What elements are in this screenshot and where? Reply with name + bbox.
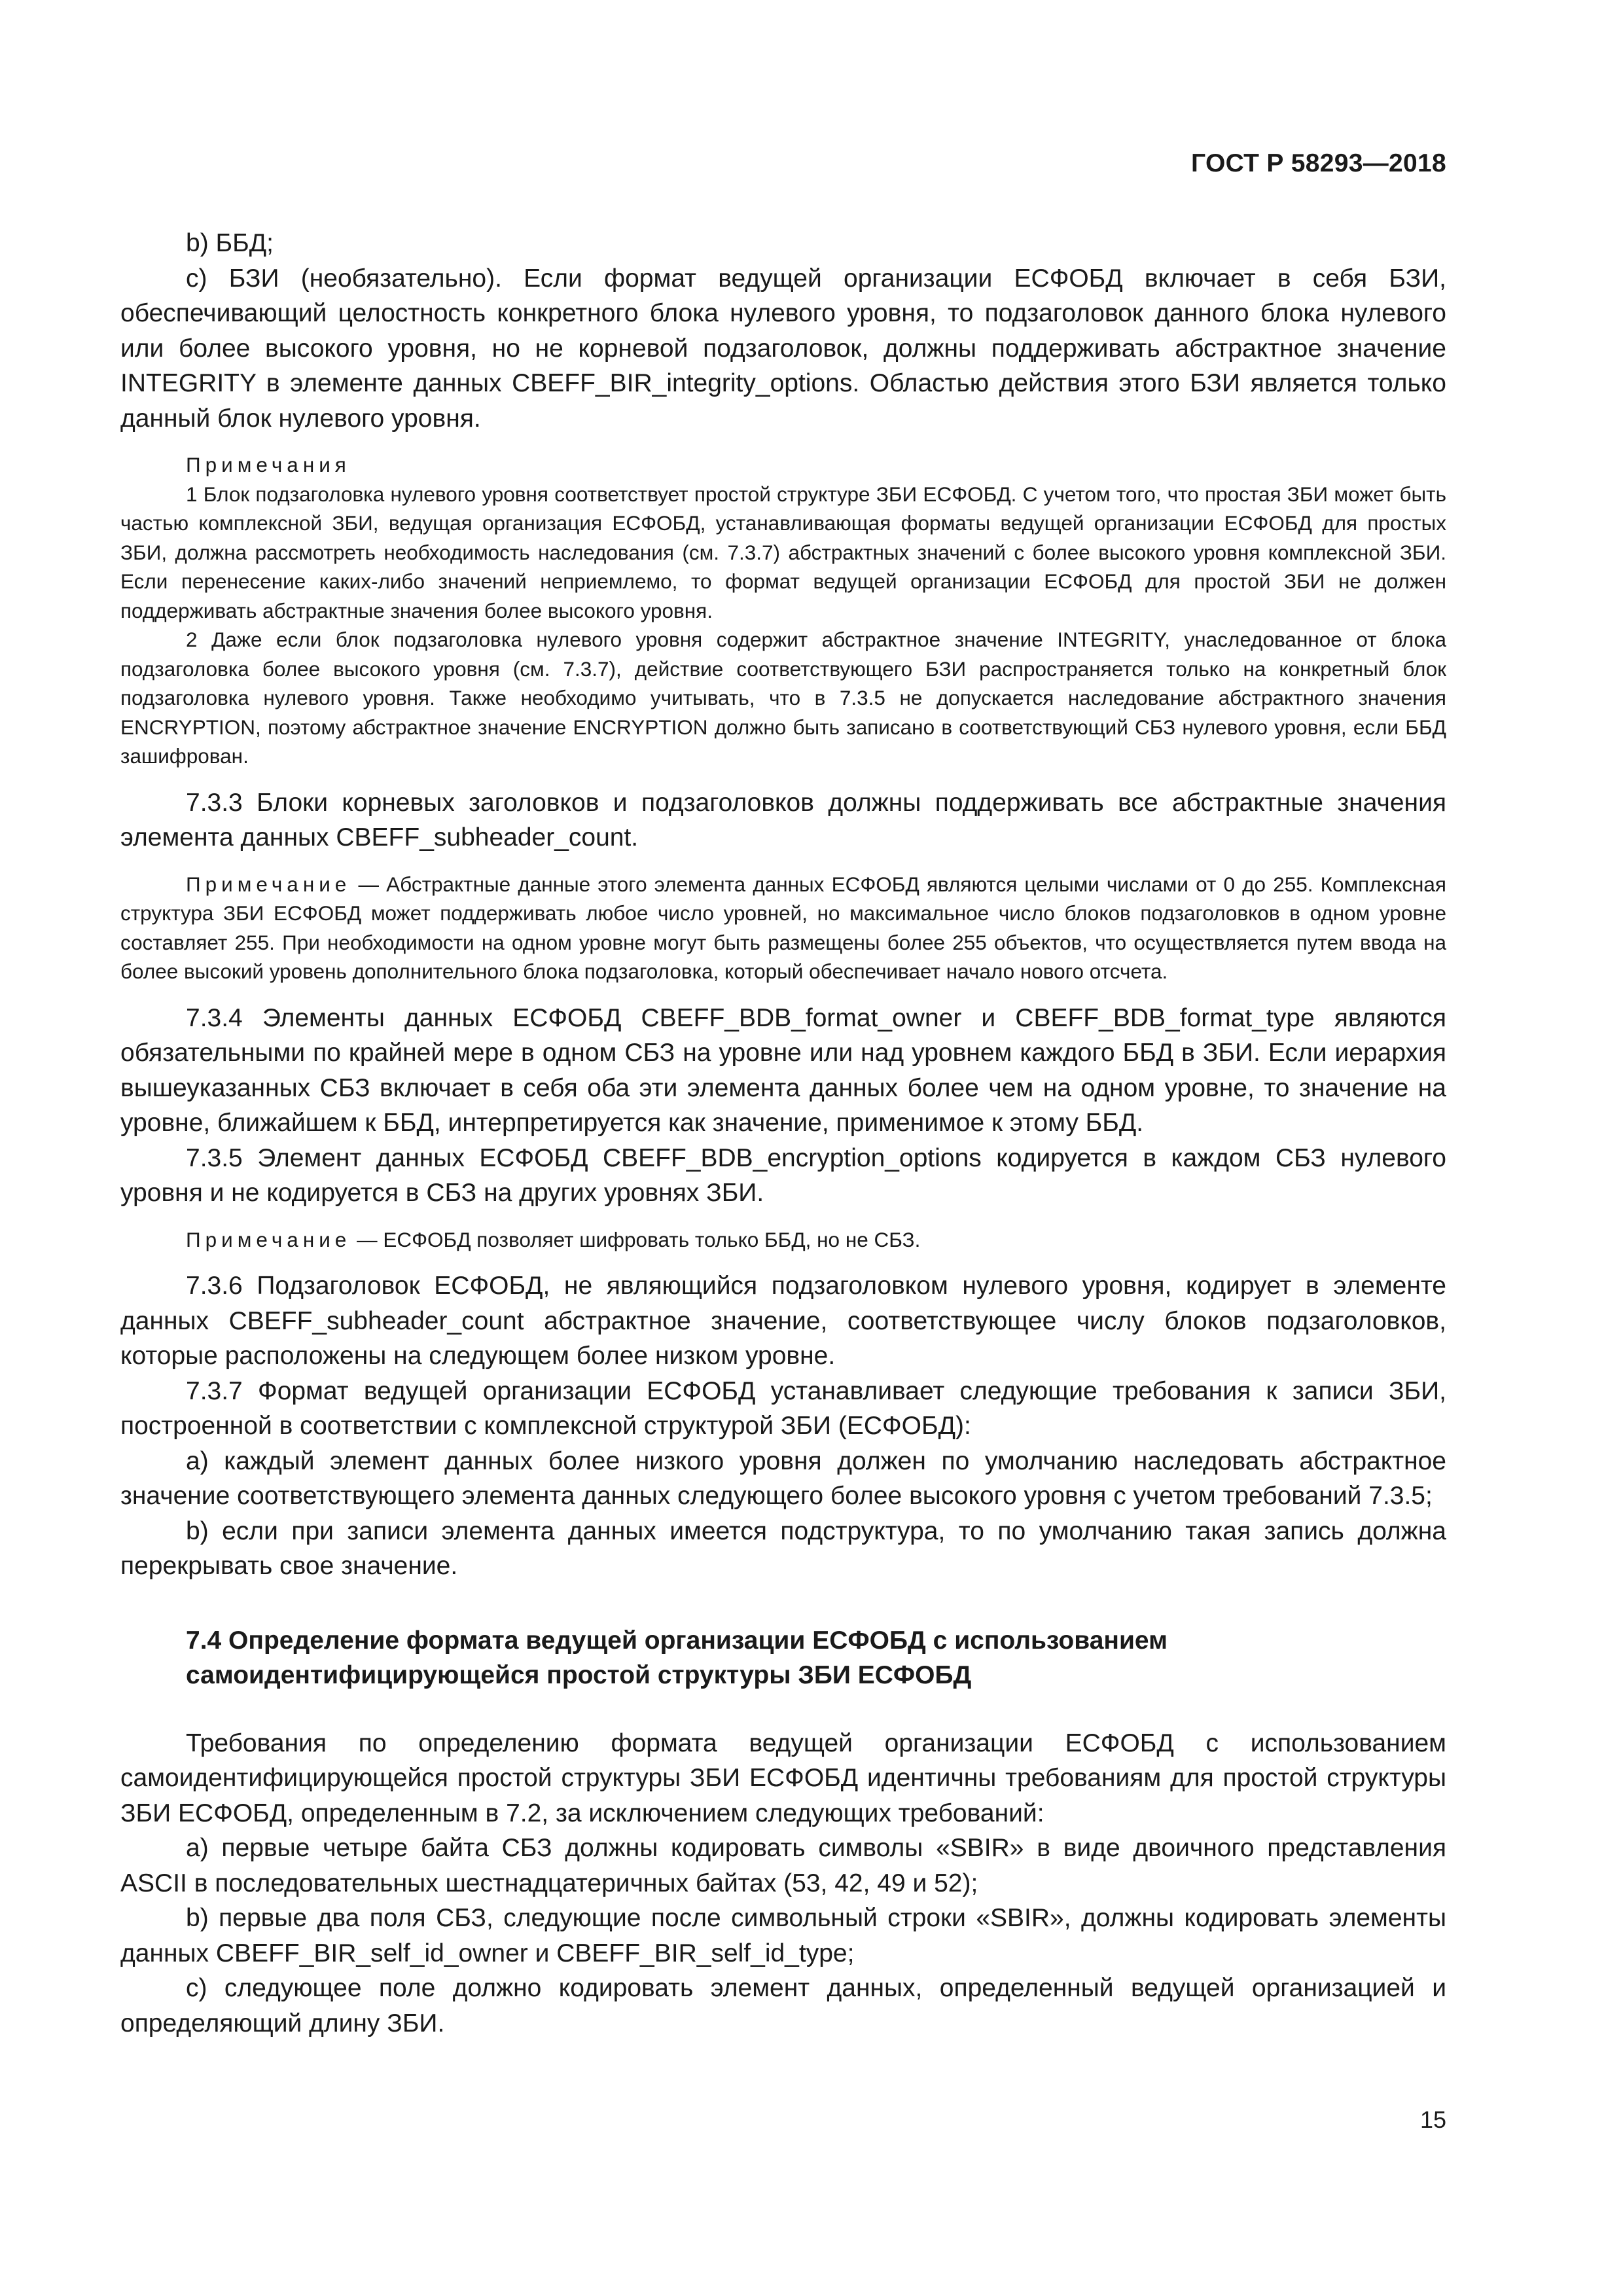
note-2: 2 Даже если блок подзаголовка нулевого уровня содержит абстрактное значение INTEGRITY, унаследованное от блока подзаголовка более высокого уровня (см. 7.3.7), действие соответствующего БЗИ распространяется только на конкретный блок подзаголовка нулевого уровня. Также необходимо учитывать, что в 7.3.5 не допускается наследование абстрактного значения ENCRYPTION, поэтому абстрактное значение ENCRYPTION должно быть записано в соответствующий СБЗ нулевого уровня, если ББД зашифрован. xyxy=(120,628,1446,768)
section-7-4-item-a: a) первые четыре байта СБЗ должны кодировать символы «SBIR» в виде двоичного представления ASCII в последовательных шестнадцатеричных байтах (53, 42, 49 и 52); xyxy=(120,1834,1446,1897)
section-7-4-item-b: b) первые два поля СБЗ, следующие после символьный строки «SBIR», должны кодировать элементы данных CBEFF_BIR_self_id_owner и CBEFF_BIR_self_id_type; xyxy=(120,1904,1446,1967)
list-item-b: b) ББД; xyxy=(186,229,274,257)
note-7-3-5 xyxy=(120,1225,1446,1255)
clause-7-3-5: 7.3.5 Элемент данных ЕСФОБД CBEFF_BDB_encryption_options кодируется в каждом СБЗ нулевого уровня и не кодируется в СБЗ на других уровнях ЗБИ. xyxy=(120,1143,1446,1207)
note-label: Примечание xyxy=(186,872,351,896)
section-heading-7-4: 7.4 Определение формата ведущей организации ЕСФОБД с использованием самоидентифицирующейся простой структуры ЗБИ ЕСФОБД xyxy=(186,1626,1168,1689)
note-text: — ЕСФОБД позволяет шифровать только ББД, но не СБЗ. xyxy=(351,1227,921,1251)
page-number: 15 xyxy=(1419,2106,1446,2133)
note-label: Примечание xyxy=(186,1227,351,1251)
clause-7-3-7: 7.3.7 Формат ведущей организации ЕСФОБД устанавливает следующие требования к записи ЗБИ, построенной в соответствии с комплексной структурой ЗБИ (ЕСФОБД): xyxy=(120,1376,1446,1440)
clause-7-3-7-b: b) если при записи элемента данных имеется подструктура, то по умолчанию такая запись должна перекрывать свое значение. xyxy=(120,1516,1446,1580)
clause-7-3-6: 7.3.6 Подзаголовок ЕСФОБД, не являющийся подзаголовком нулевого уровня, кодирует в элементе данных CBEFF_subheader_count абстрактное значение, соответствующее числу блоков подзаголовков, которые расположены на следующем более низком уровне. xyxy=(120,1272,1446,1370)
notes-heading: Примечания xyxy=(186,453,351,476)
clause-7-3-4: 7.3.4 Элементы данных ЕСФОБД CBEFF_BDB_format_owner и CBEFF_BDB_format_type являются обязательными по крайней мере в одном СБЗ на уровне или над уровнем каждого ББД в ЗБИ. Если иерархия вышеуказанных СБЗ включает в себя оба эти элемента данных более чем на одном уровне, то значение на уровне, ближайшем к ББД, интерпретируется как значение, применимое к этому ББД. xyxy=(120,1003,1446,1137)
note-7-3-3 xyxy=(120,870,1446,986)
section-7-4-item-c: c) следующее поле должно кодировать элемент данных, определенный ведущей организацией и определяющий длину ЗБИ. xyxy=(120,1974,1446,2037)
note-text: — Абстрактные данные этого элемента данных ЕСФОБД являются целыми числами от 0 до 255. Комплексная структура ЗБИ ЕСФОБД может поддерживать любое число уровней, но максимальное число блоков подзаголовков в одном уровне составляет 255. При необходимости на одном уровне могут быть размещены более 255 объектов, что осуществляется путем ввода на более высокий уровень дополнительного блока подзаголовка, который обеспечивает начало нового отсчета. xyxy=(120,872,1446,983)
list-item-c: c) БЗИ (необязательно). Если формат ведущей организации ЕСФОБД включает в себя БЗИ, обеспечивающий целостность конкретного блока нулевого уровня, то подзаголовок данного блока нулевого или более высокого уровня, но не корневой подзаголовок, должны поддерживать абстрактное значение INTEGRITY в элементе данных CBEFF_BIR_integrity_options. Областью действия этого БЗИ является только данный блок нулевого уровня. xyxy=(120,264,1446,433)
note-1: 1 Блок подзаголовка нулевого уровня соответствует простой структуре ЗБИ ЕСФОБД. С учетом того, что простая ЗБИ может быть частью комплексной ЗБИ, ведущая организация ЕСФОБД, устанавливающая форматы ведущей организации ЕСФОБД для простых ЗБИ, должна рассмотреть необходимость наследования (см. 7.3.7) абстрактных значений с более высокого уровня комплексной ЗБИ. Если перенесение каких-либо значений неприемлемо, то формат ведущей организации ЕСФОБД для простой ЗБИ не должен поддерживать абстрактные значения более высокого уровня. xyxy=(120,482,1446,622)
page-body xyxy=(120,226,1446,2041)
clause-7-3-3: 7.3.3 Блоки корневых заголовков и подзаголовков должны поддерживать все абстрактные значения элемента данных CBEFF_subheader_count. xyxy=(120,788,1446,852)
document-designation: ГОСТ Р 58293—2018 xyxy=(1191,149,1446,177)
section-7-4-intro: Требования по определению формата ведущей организации ЕСФОБД с использованием самоидентифицирующейся простой структуры ЗБИ ЕСФОБД идентичны требованиям для простой структуры ЗБИ ЕСФОБД, определенным в 7.2, за исключением следующих требований: xyxy=(120,1729,1446,1827)
clause-7-3-7-a: a) каждый элемент данных более низкого уровня должен по умолчанию наследовать абстрактное значение соответствующего элемента данных следующего более высокого уровня с учетом требований 7.3.5; xyxy=(120,1446,1446,1510)
